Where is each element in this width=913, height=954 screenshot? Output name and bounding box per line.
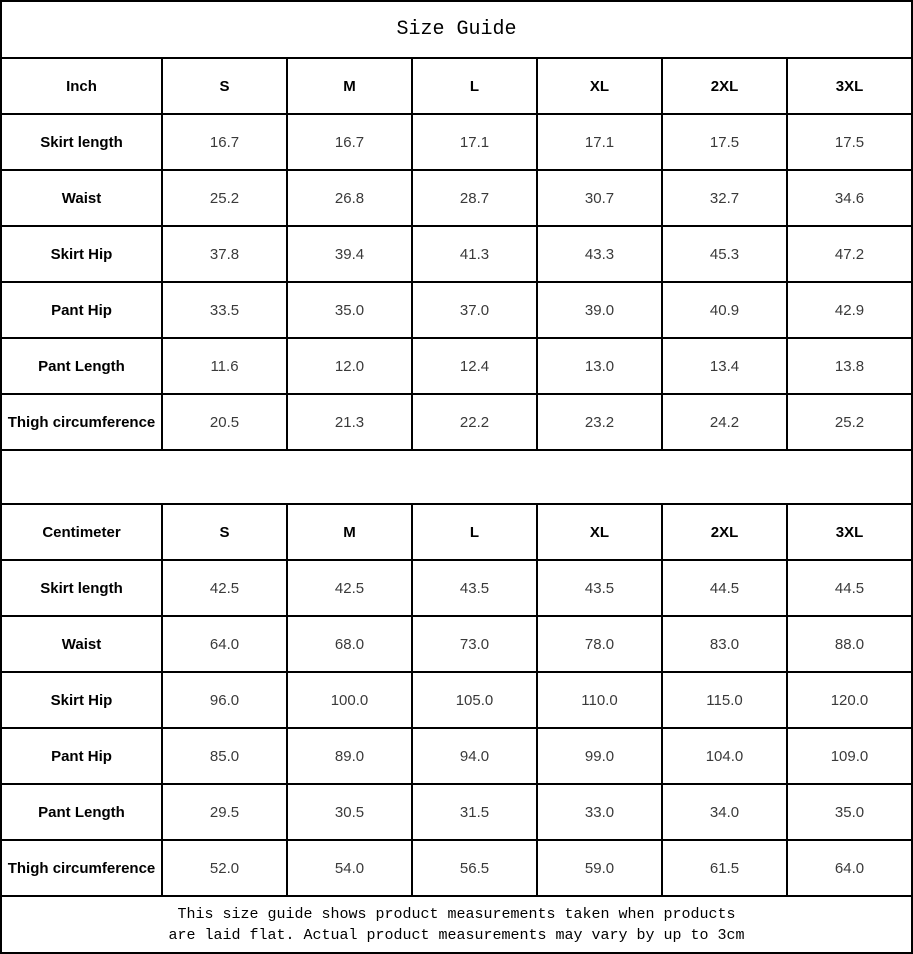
- cm-table-unit-header: Centimeter: [2, 505, 161, 559]
- value-cell: 25.2: [788, 395, 911, 449]
- value-cell: 17.1: [413, 115, 536, 169]
- value-cell: 11.6: [163, 339, 286, 393]
- value-cell: 88.0: [788, 617, 911, 671]
- size-header-l: L: [413, 505, 536, 559]
- value-cell: 43.3: [538, 227, 661, 281]
- value-cell: 109.0: [788, 729, 911, 783]
- value-cell: 13.4: [663, 339, 786, 393]
- value-cell: 23.2: [538, 395, 661, 449]
- value-cell: 41.3: [413, 227, 536, 281]
- value-cell: 24.2: [663, 395, 786, 449]
- value-cell: 43.5: [538, 561, 661, 615]
- row-label: Thigh circumference: [2, 841, 161, 895]
- row-label: Skirt Hip: [2, 673, 161, 727]
- size-header-2xl: 2XL: [663, 505, 786, 559]
- value-cell: 94.0: [413, 729, 536, 783]
- value-cell: 115.0: [663, 673, 786, 727]
- value-cell: 105.0: [413, 673, 536, 727]
- value-cell: 37.8: [163, 227, 286, 281]
- spacer-row: [2, 451, 911, 503]
- value-cell: 30.5: [288, 785, 411, 839]
- value-cell: 120.0: [788, 673, 911, 727]
- value-cell: 34.6: [788, 171, 911, 225]
- value-cell: 32.7: [663, 171, 786, 225]
- row-label: Skirt length: [2, 115, 161, 169]
- value-cell: 78.0: [538, 617, 661, 671]
- value-cell: 13.8: [788, 339, 911, 393]
- value-cell: 42.5: [163, 561, 286, 615]
- value-cell: 40.9: [663, 283, 786, 337]
- size-header-m: M: [288, 505, 411, 559]
- row-label: Pant Hip: [2, 729, 161, 783]
- value-cell: 110.0: [538, 673, 661, 727]
- value-cell: 16.7: [288, 115, 411, 169]
- value-cell: 30.7: [538, 171, 661, 225]
- value-cell: 42.5: [288, 561, 411, 615]
- value-cell: 104.0: [663, 729, 786, 783]
- value-cell: 31.5: [413, 785, 536, 839]
- value-cell: 83.0: [663, 617, 786, 671]
- value-cell: 99.0: [538, 729, 661, 783]
- row-label: Pant Hip: [2, 283, 161, 337]
- row-label: Waist: [2, 617, 161, 671]
- value-cell: 44.5: [788, 561, 911, 615]
- value-cell: 26.8: [288, 171, 411, 225]
- value-cell: 13.0: [538, 339, 661, 393]
- value-cell: 17.5: [663, 115, 786, 169]
- size-header-s: S: [163, 505, 286, 559]
- footer-note-line2: are laid flat. Actual product measurements may vary by up to 3cm: [168, 926, 745, 944]
- value-cell: 35.0: [788, 785, 911, 839]
- value-cell: 12.4: [413, 339, 536, 393]
- value-cell: 47.2: [788, 227, 911, 281]
- inch-table-unit-header: Inch: [2, 59, 161, 113]
- size-header-3xl: 3XL: [788, 505, 911, 559]
- size-header-3xl: 3XL: [788, 59, 911, 113]
- value-cell: 20.5: [163, 395, 286, 449]
- footer-note-line1: This size guide shows product measurements taken when products: [177, 905, 736, 923]
- row-label: Pant Length: [2, 785, 161, 839]
- value-cell: 64.0: [788, 841, 911, 895]
- value-cell: 12.0: [288, 339, 411, 393]
- value-cell: 33.5: [163, 283, 286, 337]
- value-cell: 28.7: [413, 171, 536, 225]
- value-cell: 44.5: [663, 561, 786, 615]
- value-cell: 96.0: [163, 673, 286, 727]
- size-header-m: M: [288, 59, 411, 113]
- value-cell: 56.5: [413, 841, 536, 895]
- value-cell: 59.0: [538, 841, 661, 895]
- value-cell: 52.0: [163, 841, 286, 895]
- value-cell: 42.9: [788, 283, 911, 337]
- value-cell: 64.0: [163, 617, 286, 671]
- row-label: Thigh circumference: [2, 395, 161, 449]
- row-label: Skirt length: [2, 561, 161, 615]
- row-label: Waist: [2, 171, 161, 225]
- value-cell: 34.0: [663, 785, 786, 839]
- value-cell: 100.0: [288, 673, 411, 727]
- value-cell: 35.0: [288, 283, 411, 337]
- value-cell: 39.0: [538, 283, 661, 337]
- row-label: Skirt Hip: [2, 227, 161, 281]
- value-cell: 37.0: [413, 283, 536, 337]
- row-label: Pant Length: [2, 339, 161, 393]
- size-header-s: S: [163, 59, 286, 113]
- size-header-l: L: [413, 59, 536, 113]
- page-title: Size Guide: [2, 2, 911, 57]
- value-cell: 73.0: [413, 617, 536, 671]
- value-cell: 33.0: [538, 785, 661, 839]
- value-cell: 43.5: [413, 561, 536, 615]
- size-header-xl: XL: [538, 59, 661, 113]
- value-cell: 17.1: [538, 115, 661, 169]
- value-cell: 61.5: [663, 841, 786, 895]
- value-cell: 29.5: [163, 785, 286, 839]
- value-cell: 85.0: [163, 729, 286, 783]
- footer-note: [2, 897, 911, 952]
- value-cell: 21.3: [288, 395, 411, 449]
- value-cell: 45.3: [663, 227, 786, 281]
- value-cell: 54.0: [288, 841, 411, 895]
- value-cell: 22.2: [413, 395, 536, 449]
- value-cell: 89.0: [288, 729, 411, 783]
- size-header-xl: XL: [538, 505, 661, 559]
- value-cell: 17.5: [788, 115, 911, 169]
- value-cell: 39.4: [288, 227, 411, 281]
- value-cell: 25.2: [163, 171, 286, 225]
- value-cell: 16.7: [163, 115, 286, 169]
- size-header-2xl: 2XL: [663, 59, 786, 113]
- value-cell: 68.0: [288, 617, 411, 671]
